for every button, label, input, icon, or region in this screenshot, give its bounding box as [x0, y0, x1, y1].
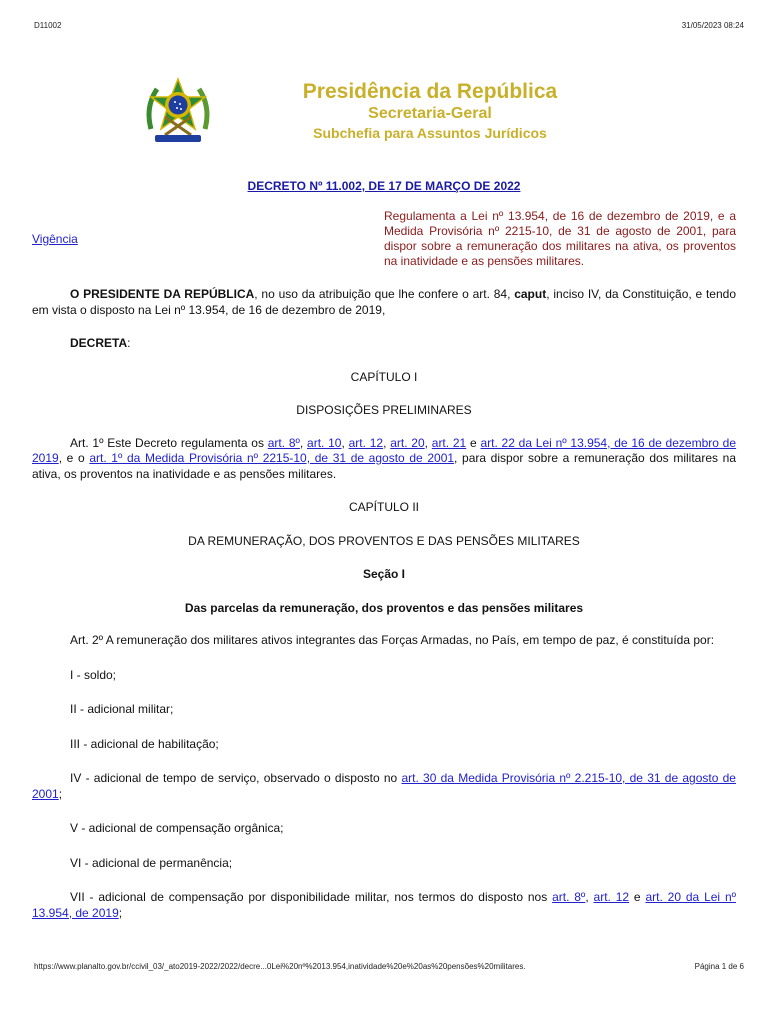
- preamble: [32, 287, 736, 318]
- chapter-1-title: DISPOSIÇÕES PRELIMINARES: [296, 403, 472, 417]
- chapter-2-label: CAPÍTULO II: [348, 500, 419, 514]
- inciso-vii: [32, 890, 736, 921]
- decreta: [32, 336, 736, 352]
- decreta-label: DECRETA: [70, 336, 128, 350]
- decree-title: [0, 179, 768, 193]
- decree-body: [32, 287, 736, 921]
- art1-link-lei-13954[interactable]: art. 22 da Lei nº 13.954, de 16 de dezembro de 2019: [32, 435, 737, 465]
- brazil-coat-of-arms-icon: [143, 77, 213, 149]
- inciso-vii-link-art12[interactable]: art. 12: [593, 890, 630, 904]
- government-banner: [230, 80, 630, 142]
- inciso-iv-end: ;: [58, 786, 63, 801]
- inciso-vii-end: ;: [118, 905, 123, 920]
- inciso-iv: [32, 771, 736, 802]
- inciso-iii: III - adicional de habilitação;: [70, 736, 219, 751]
- vigencia-link[interactable]: Vigência: [32, 232, 78, 246]
- art1-sep: , e o: [58, 451, 90, 465]
- decree-title-link[interactable]: DECRETO Nº 11.002, DE 17 DE MARÇO DE 2022: [247, 179, 521, 193]
- preamble-president: O PRESIDENTE DA REPÚBLICA: [70, 287, 255, 301]
- preamble-text-2: , inciso IV, da Constituição, e tendo em vista o disposto na Lei nº 13.954, de 16 de dezembro de 2019,: [32, 287, 736, 317]
- art1-link-art10[interactable]: art. 10: [307, 435, 342, 450]
- art1-sep: e: [466, 435, 481, 450]
- decreta-colon: :: [127, 336, 131, 350]
- chapter-2-title: DA REMUNERAÇÃO, DOS PROVENTOS E DAS PENSÕES MILITARES: [188, 533, 580, 548]
- article-2: Art. 2º A remuneração dos militares ativos integrantes das Forças Armadas, no País, em tempo de paz, é constituída por:: [70, 633, 715, 647]
- print-header-doc-id: D11002: [34, 21, 62, 30]
- art1-sep: ,: [424, 435, 432, 450]
- ementa: Regulamenta a Lei nº 13.954, de 16 de dezembro de 2019, e a Medida Provisória nº 2215-10, de 31 de agosto de 2001, para dispor sobre a remuneração dos militares na ativa, os proventos na inatividade e as pensões militares.: [384, 209, 736, 268]
- inciso-vii-link-art20-lei[interactable]: art. 20 da Lei nº 13.954, de 2019: [32, 890, 736, 920]
- art1-link-art20[interactable]: art. 20: [390, 435, 425, 450]
- art1-link-art12[interactable]: art. 12: [348, 435, 384, 450]
- art1-text-end: , para dispor sobre a remuneração dos militares na ativa, os proventos na inatividade e as pensões militares.: [32, 451, 736, 481]
- inciso-iv-text: IV - adicional de tempo de serviço, observado o disposto no: [70, 771, 402, 785]
- article-1: [32, 436, 736, 483]
- inciso-v: V - adicional de compensação orgânica;: [70, 821, 284, 835]
- inciso-vii-link-art8[interactable]: art. 8º: [552, 890, 586, 904]
- banner-secretaria: Secretaria-Geral: [368, 105, 492, 122]
- inciso-vii-text: VII - adicional de compensação por disponibilidade militar, nos termos do disposto nos: [70, 890, 553, 904]
- chapter-1-label: CAPÍTULO I: [350, 369, 418, 384]
- art1-link-art8[interactable]: art. 8º: [267, 435, 300, 450]
- art1-sep: ,: [299, 435, 308, 450]
- inciso-i: I - soldo;: [70, 667, 117, 682]
- inciso-iv-link-mp-art30[interactable]: art. 30 da Medida Provisória nº 2.215-10, de 31 de agosto de 2001: [32, 771, 736, 801]
- art1-text: Art. 1º Este Decreto regulamenta os: [70, 435, 268, 450]
- art1-link-art21[interactable]: art. 21: [431, 435, 467, 450]
- inciso-ii: II - adicional militar;: [70, 702, 174, 716]
- print-footer-page-number: Página 1 de 6: [694, 962, 744, 971]
- art1-sep: ,: [341, 435, 349, 450]
- section-1-title: Das parcelas da remuneração, dos proventos e das pensões militares: [184, 600, 584, 615]
- inciso-vii-sep: e: [629, 890, 646, 904]
- print-header-datetime: 31/05/2023 08:24: [681, 21, 744, 30]
- inciso-vi: VI - adicional de permanência;: [70, 855, 233, 870]
- preamble-caput: caput: [514, 287, 547, 301]
- banner-presidencia: Presidência da República: [302, 80, 558, 103]
- art1-sep: ,: [383, 435, 391, 450]
- section-1-label: Seção I: [362, 567, 406, 581]
- preamble-text: , no uso da atribuição que lhe confere o art. 84,: [254, 287, 515, 301]
- inciso-vii-sep: ,: [585, 890, 594, 904]
- banner-subchefia: Subchefia para Assuntos Jurídicos: [313, 125, 547, 141]
- print-footer-url: https://www.planalto.gov.br/ccivil_03/_ato2019-2022/2022/decre...0Lei%20nº%2013.954,inatividade%20e%20as%20pensões%20militares.: [34, 962, 526, 971]
- art1-link-mp-2215[interactable]: art. 1º da Medida Provisória nº 2215-10, de 31 de agosto de 2001: [89, 451, 455, 465]
